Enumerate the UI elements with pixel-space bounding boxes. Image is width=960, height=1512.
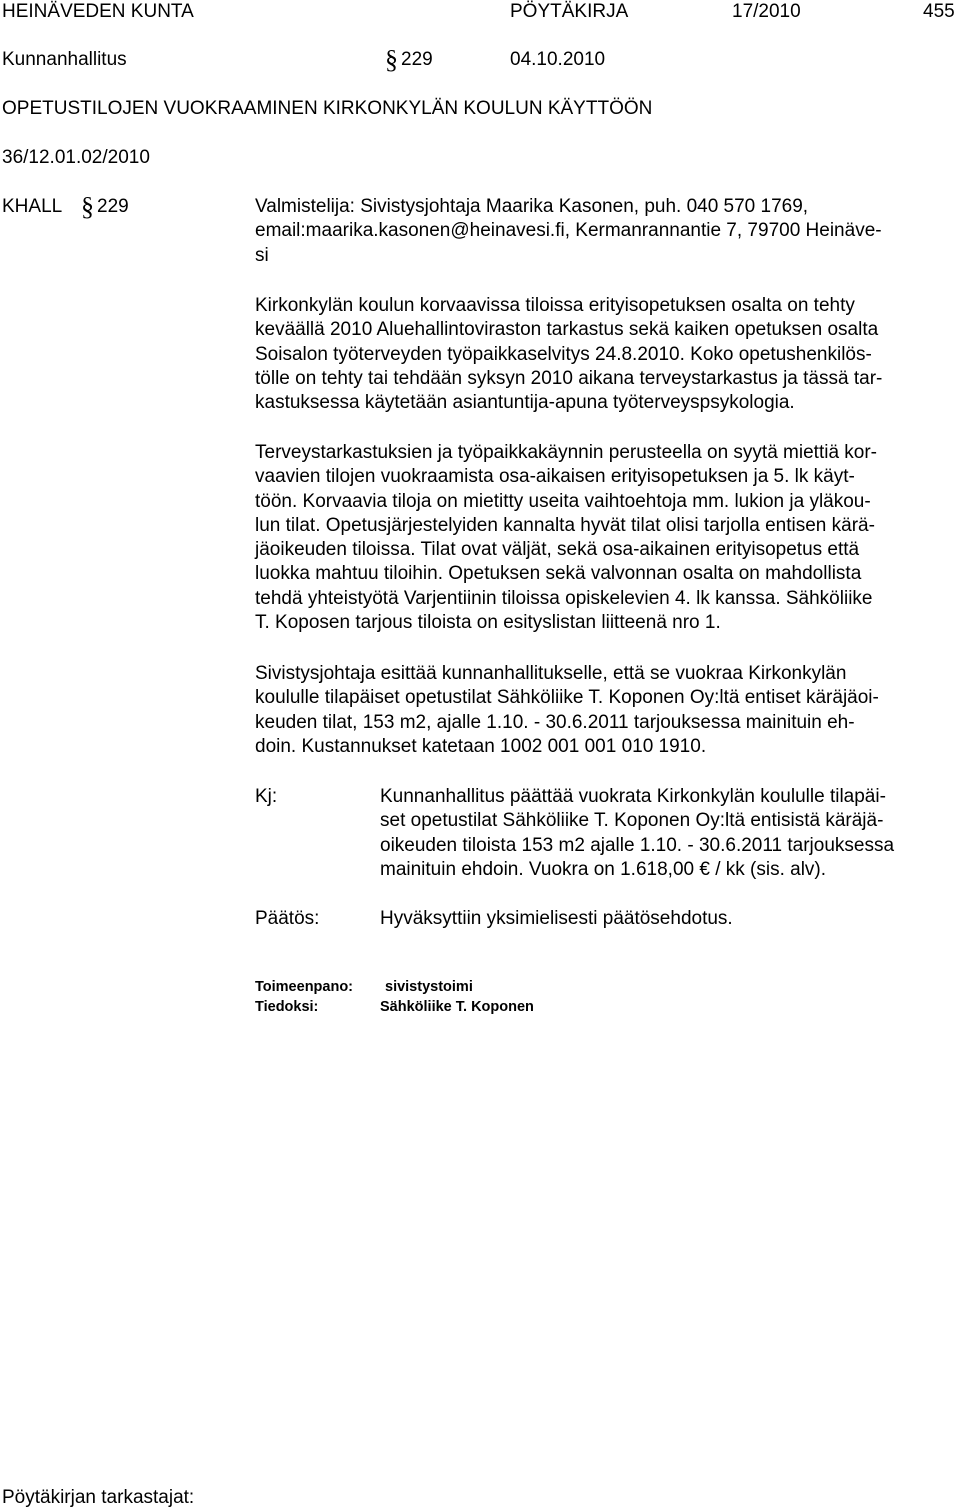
decision-text: Hyväksyttiin yksimielisesti päätösehdotus.: [380, 908, 733, 929]
proposal-text: [380, 785, 958, 882]
body-paragraph-3: [255, 662, 955, 759]
text-line: keväällä 2010 Aluehallintoviraston tarkastus sekä kaiken opetuksen osalta: [255, 319, 879, 341]
text-line: mainituin ehdoin. Vuokra on 1.618,00 € / kk (sis. alv).: [380, 858, 827, 880]
svg-text:§: §: [385, 45, 398, 74]
khall-label: KHALL: [2, 196, 63, 217]
text-line: tehdä yhteistyötä Varjentiinin tiloissa opiskelevien 4. lk kanssa. Sähköliike: [255, 587, 873, 609]
section-number: 229: [401, 49, 433, 70]
text-line: kastuksessa käytetään asiantuntija-apuna työterveyspsykologia.: [255, 392, 795, 414]
preparer-line: si: [255, 244, 269, 266]
text-line: Soisalon työterveyden työpaikkaselvitys 24.8.2010. Koko opetushenkilös-: [255, 343, 872, 365]
body-paragraph-1: [255, 294, 955, 415]
execution-label: Toimeenpano:: [255, 979, 354, 995]
text-line: Kirkonkylän koulun korvaavissa tiloissa erityisopetuksen osalta on tehty: [255, 295, 855, 316]
meeting-date: 04.10.2010: [510, 49, 606, 70]
preparer-line: Valmistelija: Sivistysjohtaja Maarika Kasonen, puh. 040 570 1769,: [255, 196, 809, 217]
body-paragraph-2: [255, 441, 955, 635]
execution-value: sivistystoimi: [385, 979, 473, 995]
text-line: T. Koposen tarjous tiloista on esityslistan liitteenä nro 1.: [255, 612, 721, 634]
municipality-name: HEINÄVEDEN KUNTA: [2, 1, 194, 22]
document-number: 17/2010: [732, 1, 801, 22]
text-line: töön. Korvaavia tiloja on mietitty useita vaihtoehtoja mm. lukion ja yläkou-: [255, 490, 871, 512]
svg-text:§: §: [81, 192, 94, 221]
text-line: lun tilat. Opetusjärjestelyiden kannalta hyvät tilat olisi tarjolla entisen kärä-: [255, 514, 875, 536]
page-number: 455: [923, 1, 955, 22]
text-line: tölle on tehty tai tehdään syksyn 2010 aikana terveystarkastus ja tässä tar-: [255, 367, 883, 389]
text-line: Sivistysjohtaja esittää kunnanhallitukselle, että se vuokraa Kirkonkylän: [255, 663, 847, 684]
khall-section-number: 229: [97, 196, 129, 217]
text-line: Kunnanhallitus päättää vuokrata Kirkonkylän koululle tilapäi-: [380, 786, 886, 807]
governing-body: Kunnanhallitus: [2, 49, 127, 70]
document-type: PÖYTÄKIRJA: [510, 1, 629, 22]
reviewers-label: Pöytäkirjan tarkastajat:: [2, 1487, 195, 1508]
reference-number: 36/12.01.02/2010: [2, 147, 150, 168]
page-title: OPETUSTILOJEN VUOKRAAMINEN KIRKONKYLÄN KOULUN KÄYTTÖÖN: [2, 98, 653, 119]
text-line: vaavien tilojen vuokraamista osa-aikaisen erityisopetuksen ja 5. lk käyt-: [255, 466, 855, 488]
section-sign-icon: [384, 45, 396, 75]
preparer-info: [255, 195, 955, 268]
info-value: Sähköliike T. Koponen: [380, 999, 534, 1015]
decision-label: Päätös:: [255, 908, 320, 929]
section-sign-icon: [80, 192, 92, 222]
text-line: set opetustilat Sähköliike T. Koponen Oy:ltä entisistä käräjä-: [380, 810, 884, 832]
text-line: koululle tilapäiset opetustilat Sähköliike T. Koponen Oy:ltä entiset käräjäoi-: [255, 687, 879, 709]
info-label: Tiedoksi:: [255, 999, 319, 1015]
preparer-line: email:maarika.kasonen@heinavesi.fi, Kermanrannantie 7, 79700 Heinäve-: [255, 220, 882, 242]
text-line: oikeuden tiloista 153 m2 ajalle 1.10. - 30.6.2011 tarjouksessa: [380, 834, 895, 856]
text-line: doin. Kustannukset katetaan 1002 001 001 010 1910.: [255, 735, 707, 757]
text-line: jäoikeuden tiloissa. Tilat ovat väljät, sekä osa-aikainen erityisopetus että: [255, 539, 860, 561]
text-line: keuden tilat, 153 m2, ajalle 1.10. - 30.6.2011 tarjouksessa mainituin eh-: [255, 711, 855, 733]
text-line: luokka mahtuu tiloihin. Opetuksen sekä valvonnan osalta on mahdollista: [255, 563, 862, 585]
proposal-label: Kj:: [255, 786, 278, 807]
text-line: Terveystarkastuksien ja työpaikkakäynnin perusteella on syytä miettiä kor-: [255, 442, 878, 463]
